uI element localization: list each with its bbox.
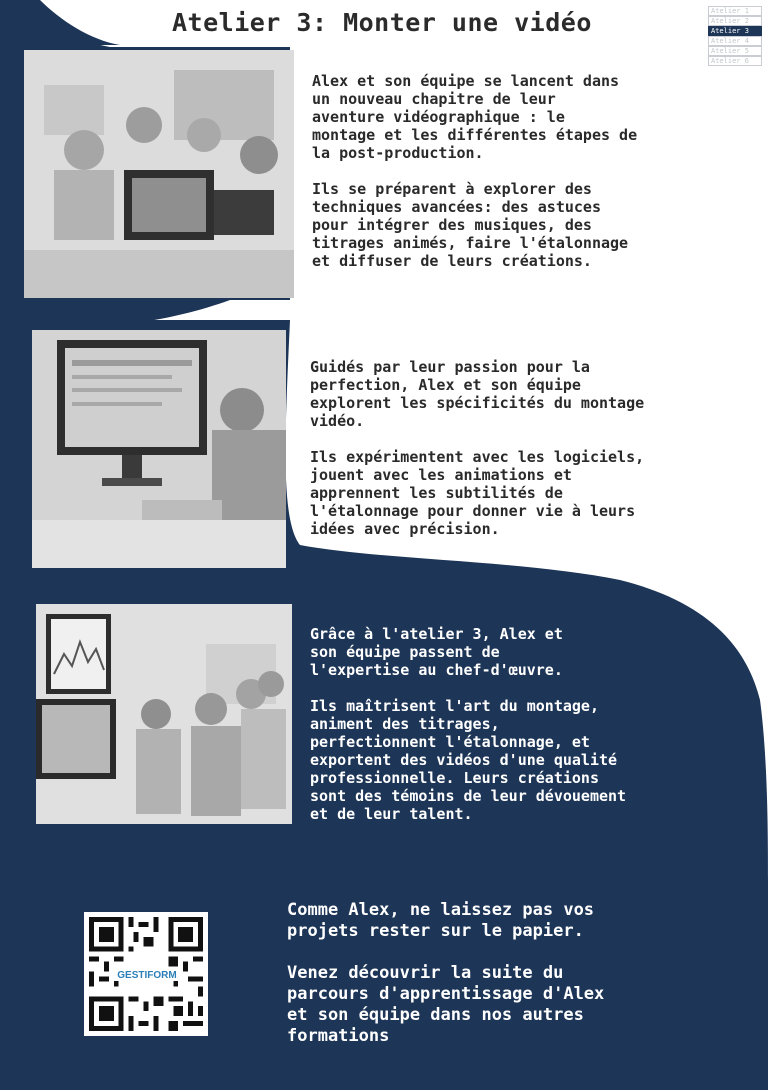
page-title: Atelier 3: Monter une vidéo bbox=[172, 8, 592, 37]
section-4-paragraph-2: Venez découvrir la suite du parcours d'apprentissage d'Alex et son équipe dans nos autres formations bbox=[287, 963, 605, 1046]
workshop-nav-item-3[interactable]: Atelier 3 bbox=[708, 26, 762, 36]
section-2-paragraph-2: Ils expérimentent avec les logiciels, jouent avec les animations et apprennent les subtilités de l'étalonnage pour donner vie à leurs idées avec précision. bbox=[310, 448, 645, 538]
team-screening-sketch-image bbox=[36, 604, 292, 824]
workshop-nav-item-6[interactable]: Atelier 6 bbox=[708, 56, 762, 66]
section-2-paragraph-1: Guidés par leur passion pour la perfection, Alex et son équipe explorent les spécificités du montage vidéo. bbox=[310, 358, 645, 430]
qr-code-logo-label: GESTIFORM bbox=[112, 970, 182, 981]
section-3-paragraph-1: Grâce à l'atelier 3, Alex et son équipe passent de l'expertise au chef-d'œuvre. bbox=[310, 625, 563, 679]
team-editing-sketch-image bbox=[24, 50, 294, 298]
section-4-text bbox=[287, 900, 737, 1065]
section-1-text bbox=[312, 72, 732, 288]
section-3-text bbox=[310, 625, 730, 841]
workshop-navigation bbox=[708, 6, 762, 66]
section-3-paragraph-2: Ils maîtrisent l'art du montage, animent des titrages, perfectionnent l'étalonnage, et exportent des vidéos d'une qualité professionnelle. Leurs créations sont des témoins de leur dévouement et de leur talent. bbox=[310, 697, 627, 823]
workshop-nav-item-1[interactable]: Atelier 1 bbox=[708, 6, 762, 16]
section-2-text bbox=[310, 358, 730, 556]
workshop-nav-item-4[interactable]: Atelier 4 bbox=[708, 36, 762, 46]
qr-code-image[interactable] bbox=[84, 912, 208, 1036]
workshop-nav-item-5[interactable]: Atelier 5 bbox=[708, 46, 762, 56]
workshop-nav-item-2[interactable]: Atelier 2 bbox=[708, 16, 762, 26]
section-4-paragraph-1: Comme Alex, ne laissez pas vos projets rester sur le papier. bbox=[287, 900, 595, 941]
section-1-paragraph-1: Alex et son équipe se lancent dans un nouveau chapitre de leur aventure vidéographique : le montage et les différentes étapes de la post-production. bbox=[312, 72, 638, 162]
section-1-paragraph-2: Ils se préparent à explorer des techniques avancées: des astuces pour intégrer des musiques, des titrages animés, faire l'étalonnage et diffuser de leurs créations. bbox=[312, 180, 629, 270]
man-at-monitor-sketch-image bbox=[32, 330, 286, 568]
